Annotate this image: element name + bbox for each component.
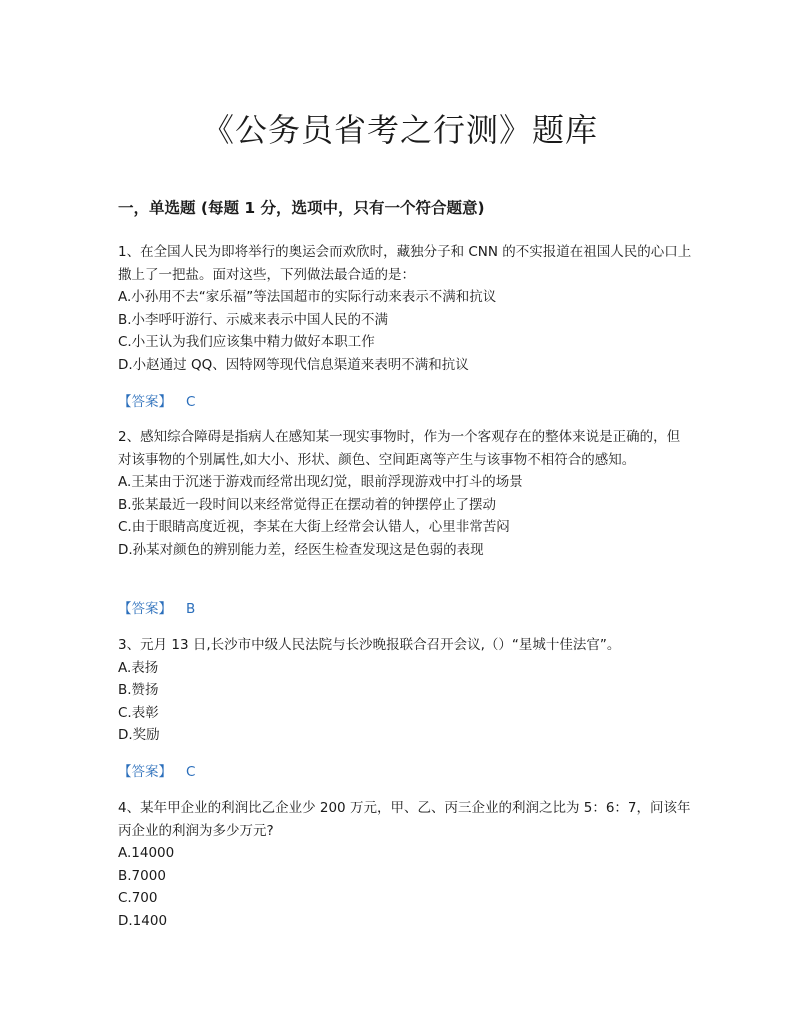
section-heading: 一，单选题 (每题 1 分，选项中，只有一个符合题意) [118, 199, 485, 217]
question-stem: 3、元月 13 日,长沙市中级人民法院与长沙晚报联合召开会议,（）“星城十佳法官”。 [118, 637, 621, 653]
option-b: B.7000 [118, 867, 166, 884]
option-c: C.由于眼睛高度近视，李某在大街上经常会认错人，心里非常苦闷 [118, 519, 510, 535]
option-c: C.小王认为我们应该集中精力做好本职工作 [118, 334, 375, 350]
answer-label: 【答案】 [118, 394, 172, 410]
question-stem: 2、感知综合障碍是指病人在感知某一现实事物时，作为一个客观存在的整体来说是正确的，但对该事物的个别属性,如大小、形状、颜色、空间距离等产生与该事物不相符合的感知。 [118, 429, 681, 468]
option-c: C.表彰 [118, 704, 159, 721]
option-a: A.表扬 [118, 659, 159, 676]
question-2 [118, 426, 693, 561]
question-1 [118, 241, 693, 376]
question-3 [118, 634, 693, 747]
answer-1 [118, 391, 195, 413]
option-b: B.小李呼吁游行、示威来表示中国人民的不满 [118, 311, 389, 328]
answer-3 [118, 761, 195, 783]
answer-label: 【答案】 [118, 601, 172, 617]
document-title: 《公务员省考之行测》题库 [201, 111, 598, 149]
answer-value: C [186, 394, 196, 410]
option-a: A.王某由于沉迷于游戏而经常出现幻觉，眼前浮现游戏中打斗的场景 [118, 474, 523, 490]
question-stem: 1、在全国人民为即将举行的奥运会而欢欣时，藏独分子和 CNN 的不实报道在祖国人民的心口上撒上了一把盐。面对这些，下列做法最合适的是： [118, 244, 692, 283]
option-b: B.赞扬 [118, 682, 159, 698]
question-stem: 4、某年甲企业的利润比乙企业少 200 万元，甲、乙、丙三企业的利润之比为 5：6：7，问该年丙企业的利润为多少万元? [118, 800, 691, 839]
answer-value: B [186, 601, 196, 617]
option-d: D.孙某对颜色的辨别能力差，经医生检查发现这是色弱的表现 [118, 541, 484, 558]
option-d: D.小赵通过 QQ、因特网等现代信息渠道来表明不满和抗议 [118, 356, 469, 373]
answer-2 [118, 598, 195, 620]
question-4 [118, 797, 693, 932]
option-c: C.700 [118, 890, 158, 906]
answer-label: 【答案】 [118, 764, 172, 780]
option-a: A.14000 [118, 845, 175, 861]
option-d: D.奖励 [118, 727, 160, 743]
option-a: A.小孙用不去“家乐福”等法国超市的实际行动来表示不满和抗议 [118, 289, 497, 305]
option-d: D.1400 [118, 912, 168, 929]
option-b: B.张某最近一段时间以来经常觉得正在摆动着的钟摆停止了摆动 [118, 496, 497, 513]
answer-value: C [186, 764, 196, 780]
